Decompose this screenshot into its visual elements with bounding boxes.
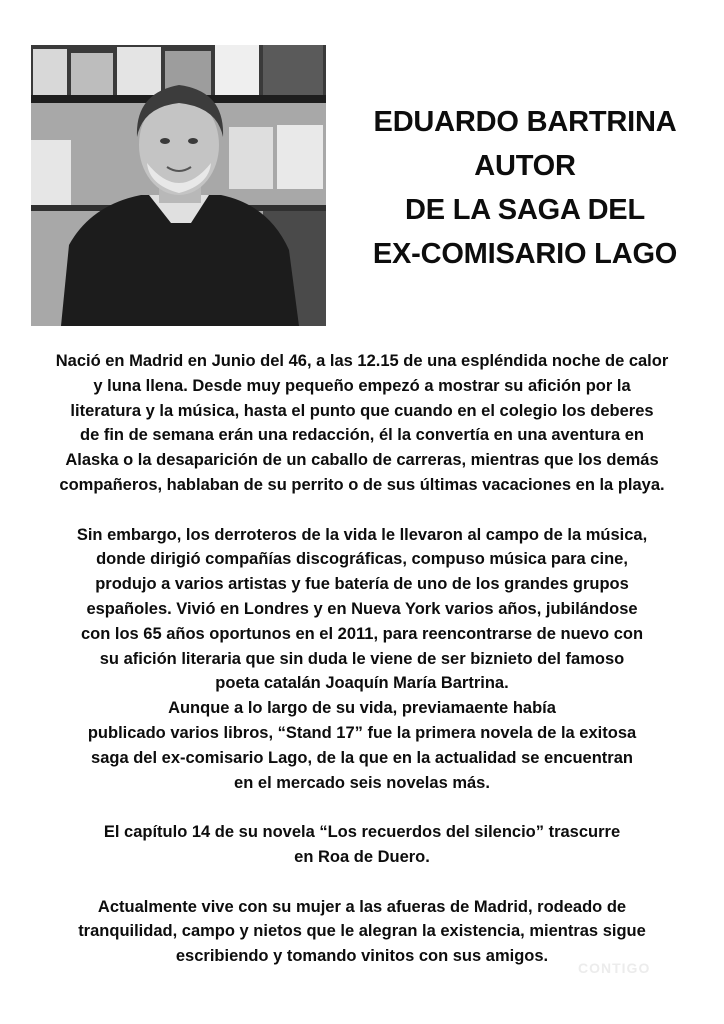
paragraph-present: [10, 895, 714, 969]
text-line: donde dirigió compañías discográficas, compuso música para cine,: [96, 550, 628, 569]
text-line: poeta catalán Joaquín María Bartrina.: [215, 674, 509, 693]
text-line: Aunque a lo largo de su vida, previamaente había: [168, 699, 556, 718]
author-photo: [31, 45, 326, 326]
text-line: Alaska o la desaparición de un caballo de carreras, mientras que los demás: [65, 451, 659, 470]
paragraph-spacer: [10, 870, 714, 895]
text-line: en el mercado seis novelas más.: [234, 773, 490, 792]
paragraph-spacer: [10, 498, 714, 523]
text-line: literatura y la música, hasta el punto que cuando en el colegio los deberes: [70, 401, 654, 420]
biography-text: [10, 349, 714, 969]
text-line: publicado varios libros, “Stand 17” fue la primera novela de la exitosa: [87, 723, 637, 742]
author-heading: [340, 100, 710, 276]
text-line: españoles. Vivió en Londres y en Nueva York varios años, jubilándose: [86, 599, 638, 618]
text-line: Actualmente vive con su mujer a las afueras de Madrid, rodeado de: [97, 897, 627, 916]
text-line: Sin embargo, los derroteros de la vida le llevaron al campo de la música,: [76, 525, 648, 544]
text-line: de fin de semana erán una redacción, él la convertía en una aventura en: [80, 426, 644, 445]
text-line: su afición literaria que sin duda le viene de ser biznieto del famoso: [99, 649, 625, 668]
text-line: El capítulo 14 de su novela “Los recuerdos del silencio” trascurre: [103, 823, 621, 842]
heading-line: EX-COMISARIO LAGO: [372, 238, 678, 270]
text-line: compañeros, hablaban de su perrito o de sus últimas vacaciones en la playa.: [59, 475, 665, 494]
paragraph-chapter: [10, 820, 714, 870]
author-portrait-image: [31, 45, 326, 326]
watermark: CONTIGO: [578, 960, 651, 976]
text-line: y luna llena. Desde muy pequeño empezó a mostrar su afición por la: [93, 376, 631, 395]
heading-line: AUTOR: [474, 150, 576, 182]
text-line: produjo a varios artistas y fue batería de uno de los grandes grupos: [95, 575, 629, 594]
text-line: tranquilidad, campo y nietos que le alegran la existencia, mientras sigue: [78, 922, 646, 941]
text-line: Nació en Madrid en Junio del 46, a las 12.15 de una espléndida noche de calor: [55, 352, 669, 370]
text-line: en Roa de Duero.: [294, 847, 430, 866]
text-line: con los 65 años oportunos en el 2011, para reencontrarse de nuevo con: [80, 624, 644, 643]
heading-line: EDUARDO BARTRINA: [373, 106, 677, 138]
paragraph-birth: [10, 349, 714, 498]
paragraph-career: [10, 523, 714, 796]
text-line: saga del ex-comisario Lago, de la que en la actualidad se encuentran: [91, 748, 633, 767]
text-line: escribiendo y tomando vinitos con sus amigos.: [175, 947, 549, 966]
paragraph-spacer: [10, 795, 714, 820]
heading-line: DE LA SAGA DEL: [405, 194, 645, 226]
